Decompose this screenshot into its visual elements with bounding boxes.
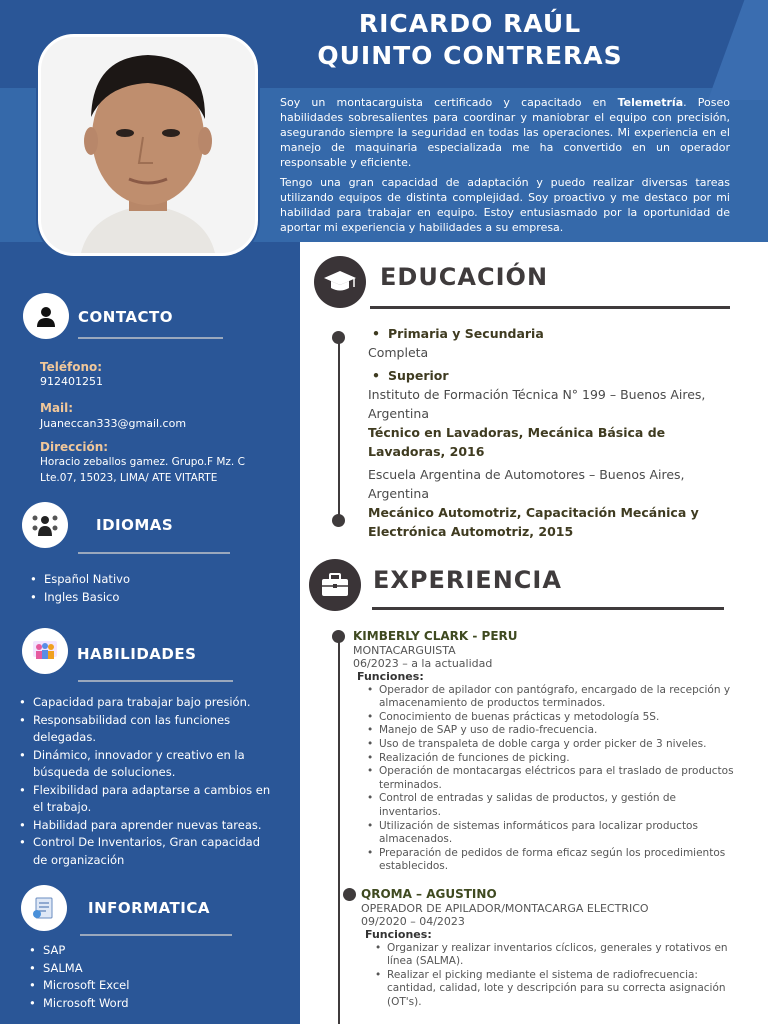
list-item: • Microsoft Excel [29,977,129,995]
languages-list [30,571,130,606]
address-value: Horacio zeballos gamez. Grupo.F Mz. C Lte.07, 15023, LIMA/ ATE VITARTE [40,456,245,484]
list-item: • Preparación de pedidos de forma eficaz según los procedimientos establecidos. [379,847,738,874]
company-name: KIMBERLY CLARK - PERU [353,629,518,643]
header-stripe [708,0,768,100]
timeline-dot [332,630,345,643]
computing-title: INFORMATICA [88,899,210,917]
contact-title: CONTACTO [78,308,173,326]
list-item: • Capacidad para trabajar bajo presión. [19,694,274,712]
skills-divider [78,680,233,682]
timeline-dot [332,331,345,344]
list-item: • Microsoft Word [29,995,129,1013]
experience-title: EXPERIENCIA [373,566,562,594]
superior-label: • Superior [368,366,728,385]
name-line-2: QUINTO CONTRERAS [317,41,623,70]
computing-divider [80,934,232,936]
job-dates: 09/2020 – 04/2023 [361,915,465,928]
list-item: • Ingles Basico [30,589,130,607]
list-item: • SAP [29,942,129,960]
institution-1: Instituto de Formación Técnica N° 199 – Buenos Aires, Argentina [368,387,706,421]
job-dates: 06/2023 – a la actualidad [353,657,493,670]
list-item: • Manejo de SAP y uso de radio-frecuencia. [379,724,738,738]
team-icon [22,628,68,674]
list-item: • Operador de apilador con pantógrafo, encargado de la recepción y almacenamiento de productos terminados. [379,684,738,711]
skills-list [19,694,274,869]
languages-title: IDIOMAS [96,516,174,534]
intro-paragraph-2: Tengo una gran capacidad de adaptación y puedo realizar diversas tareas utilizando equipos de distinta complejidad. Soy proactivo y me destaco por mi habilidad para trabajar en equipo. Estoy entusiasmado por la oportunidad de aportar mi experiencia y habilidades a su empresa. [280,176,730,234]
phone-value: 912401251 [40,375,103,388]
functions-label: Funciones: [365,928,432,941]
list-item: • Uso de transpaleta de doble carga y order picker de 3 niveles. [379,738,738,752]
document-icon [21,885,67,931]
list-item: • Dinámico, innovador y creativo en la búsqueda de soluciones. [19,747,274,782]
people-group-icon [22,502,68,548]
phone-label: Teléfono: [40,360,103,374]
graduation-cap-icon [314,256,366,308]
list-item: • Organizar y realizar inventarios cíclicos, generales y rotativos en línea (SALMA). [387,942,736,969]
primary-status: Completa [368,345,429,360]
list-item: • Responsabilidad con las funciones delegadas. [19,712,274,747]
list-item: • Español Nativo [30,571,130,589]
list-item: • Realización de funciones de picking. [379,752,738,766]
institution-2: Escuela Argentina de Automotores – Buenos Aires, Argentina [368,467,685,501]
experience-timeline [338,636,340,1024]
list-item: • Control de entradas y salidas de productos, y gestión de inventarios. [379,792,738,819]
list-item: • Control De Inventarios, Gran capacidad de organización [19,834,274,869]
profile-photo [38,34,258,256]
functions-list [361,942,736,1010]
intro-paragraph-1 [280,95,730,170]
timeline-dot [343,888,356,901]
timeline-dot [332,514,345,527]
education-content [368,324,728,541]
contact-divider [78,337,223,339]
list-item: • Operación de montacargas eléctricos para el traslado de productos terminados. [379,765,738,792]
list-item: • SALMA [29,960,129,978]
list-item: • Flexibilidad para adaptarse a cambios en el trabajo. [19,782,274,817]
list-item: • Habilidad para aprender nuevas tareas. [19,817,274,835]
job-role: OPERADOR DE APILADOR/MONTACARGA ELECTRICO [361,902,649,915]
job-role: MONTACARGUISTA [353,644,456,657]
company-name: QROMA – AGUSTINO [361,887,497,901]
list-item: • Realizar el picking mediante el sistema de radiofrecuencia: cantidad, calidad, lote y descripción para su correcta asignación (OT's). [387,969,736,1010]
institution-2-title: Mecánico Automotriz, Capacitación Mecánica y Electrónica Automotriz, 2015 [368,505,699,539]
education-timeline [338,338,340,520]
list-item: • Conocimiento de buenas prácticas y metodología 5S. [379,711,738,725]
user-icon [23,293,69,339]
functions-label: Funciones: [357,670,424,683]
functions-list [353,684,738,874]
primary-label: • Primaria y Secundaria [368,324,728,343]
computing-list [29,942,129,1012]
languages-divider [78,552,230,554]
intro-p1-text: Soy un montacarguista certificado y capacitado en [280,96,618,109]
briefcase-icon [309,559,361,611]
full-name [290,8,650,72]
job-entry-kimberly [353,629,738,874]
skills-title: HABILIDADES [77,645,197,663]
intro-p1-rest: . Poseo habilidades sobresalientes para coordinar y maniobrar el equipo con precisión, asegurando siempre la seguridad en todas las operaciones. Mi experiencia en el manejo de maquinaria especializada me ha convertido en un operador responsable y eficiente. [280,96,730,169]
job-entry-qroma [361,887,736,1010]
name-line-1: RICARDO RAÚL [358,9,582,38]
list-item: • Utilización de sistemas informáticos para localizar productos almacenados. [379,820,738,847]
address-label: Dirección: [40,440,109,454]
education-divider [370,306,730,309]
mail-value: Juaneccan333@gmail.com [40,417,187,430]
intro-p1-bold: Telemetría [617,96,684,109]
institution-1-title: Técnico en Lavadoras, Mecánica Básica de Lavadoras, 2016 [368,425,666,459]
experience-divider [372,607,724,610]
education-title: EDUCACIÓN [380,263,549,291]
intro [280,95,730,240]
mail-label: Mail: [40,401,74,415]
